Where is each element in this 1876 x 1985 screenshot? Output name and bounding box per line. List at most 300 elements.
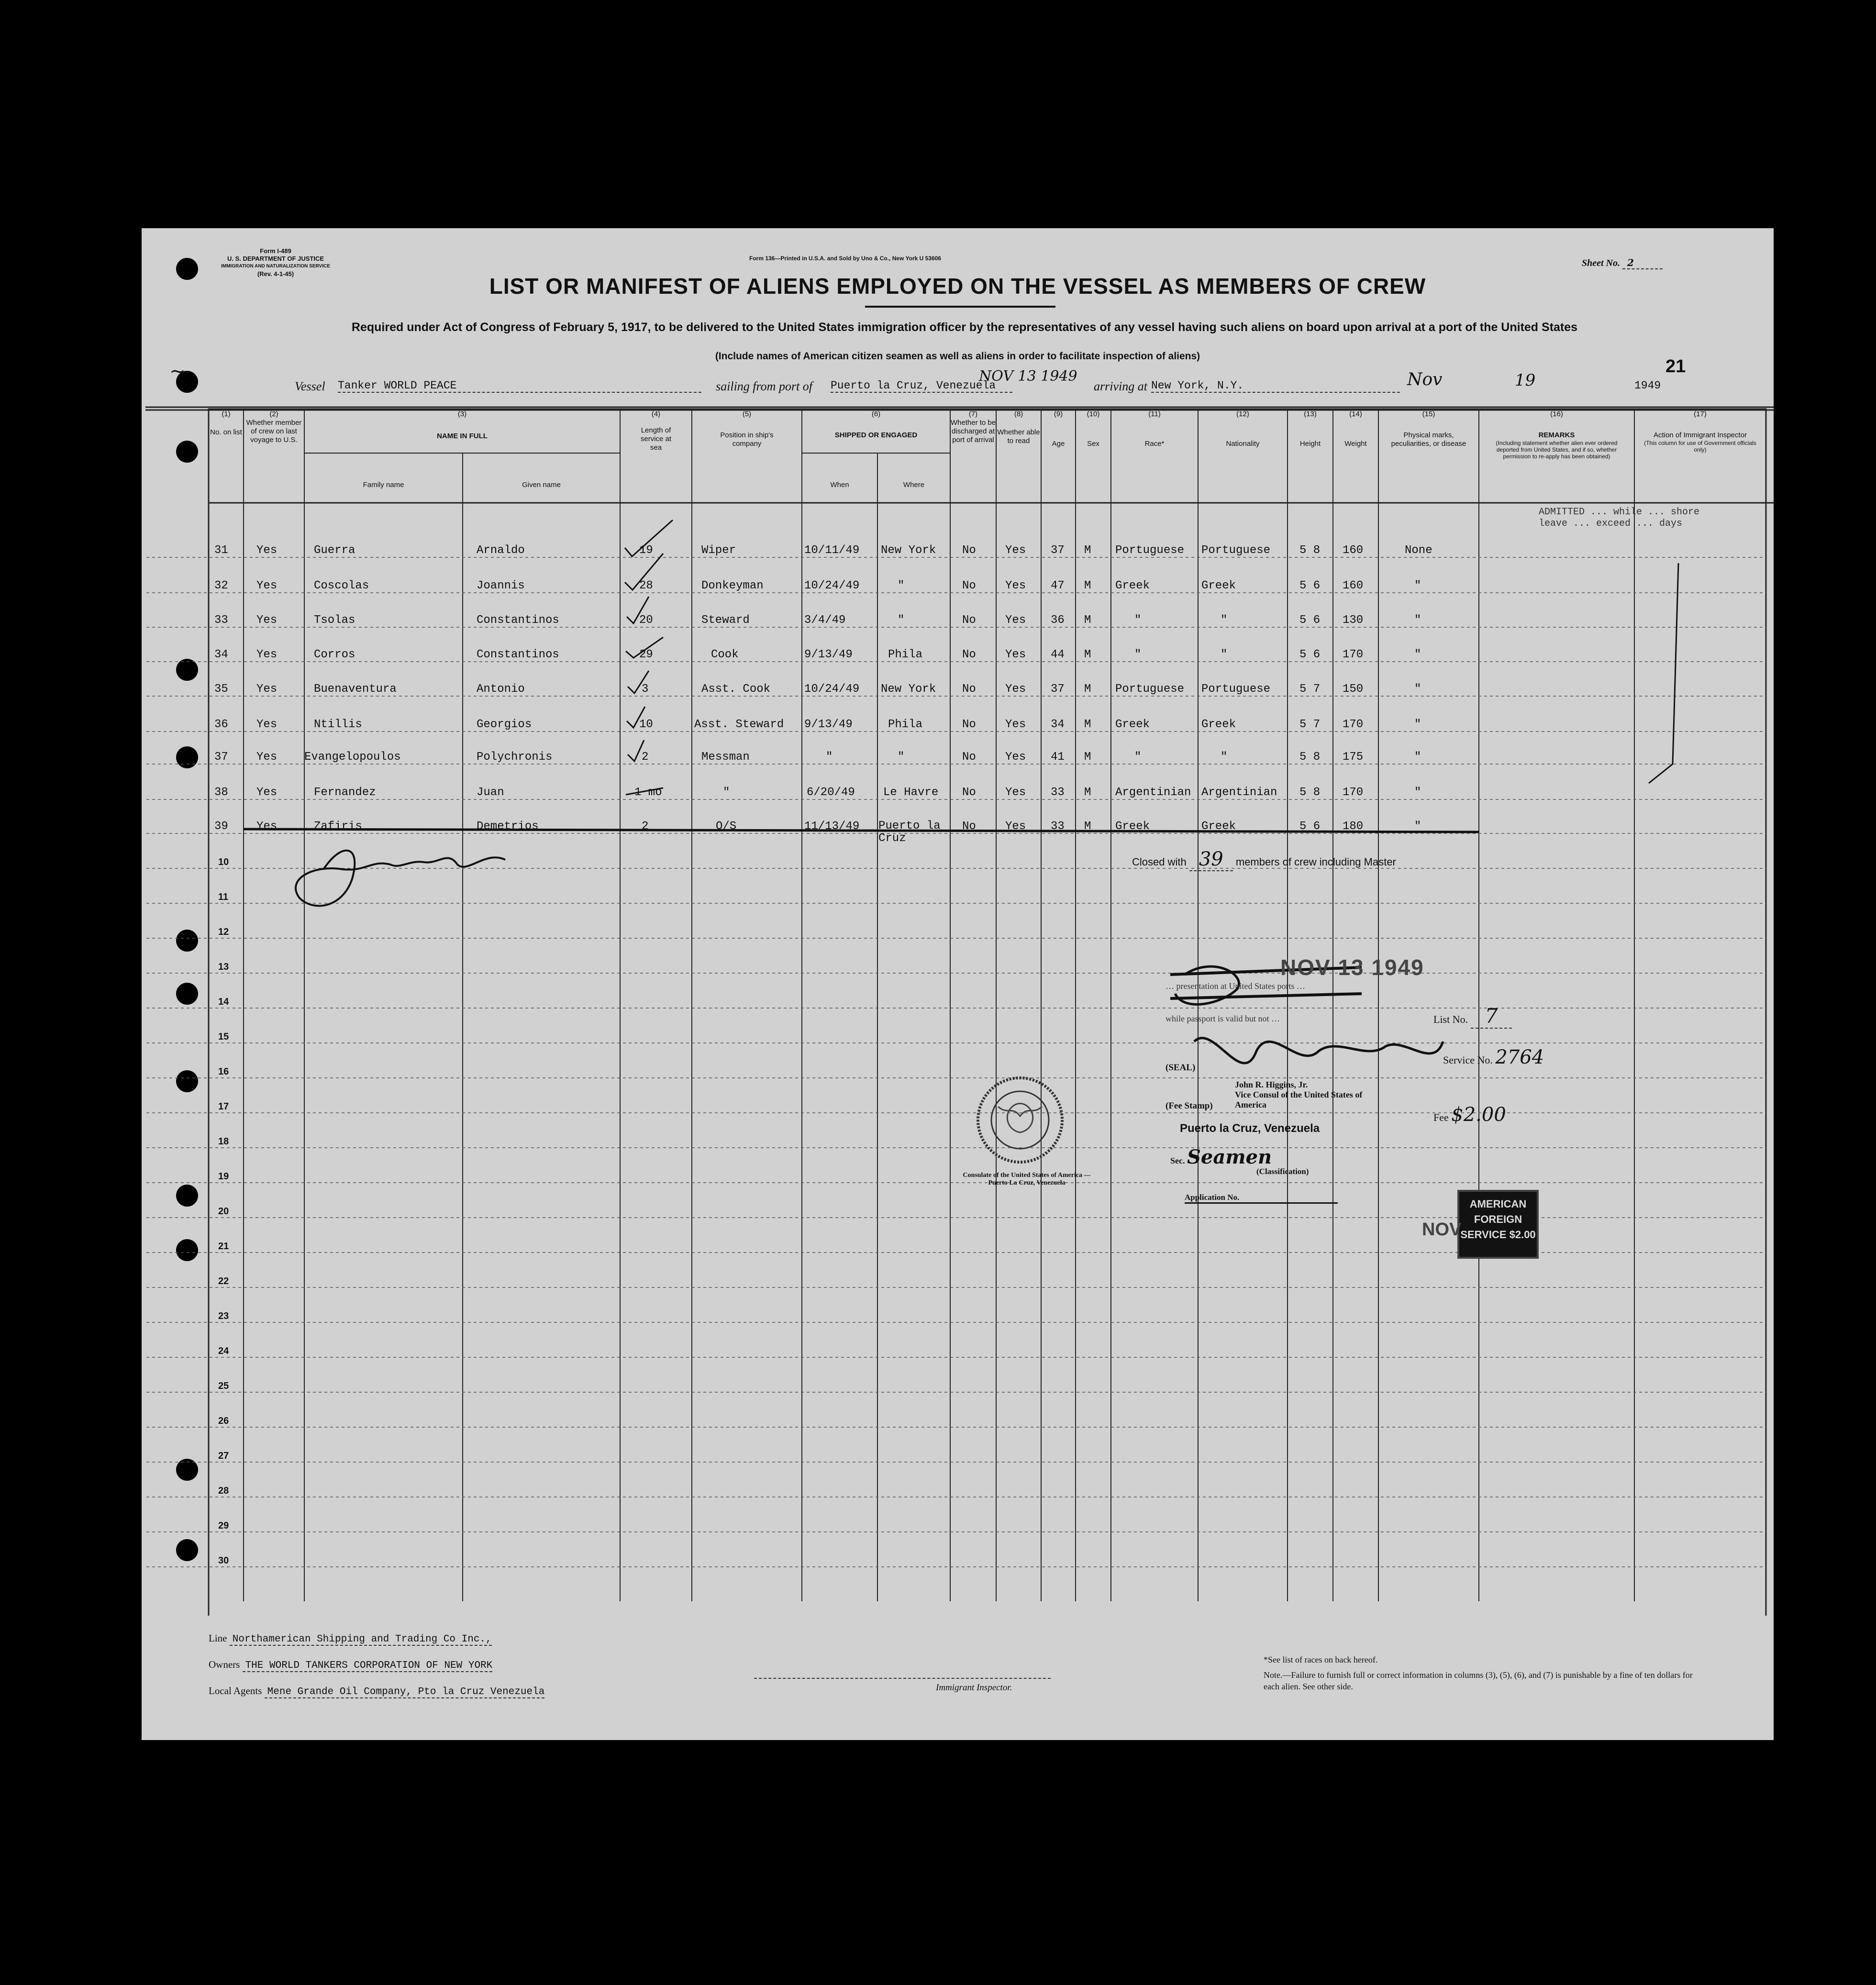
- cell-crew: Yes: [256, 820, 278, 833]
- cell-marks: ": [1414, 614, 1421, 627]
- col-6-head: [802, 410, 950, 440]
- cell-marks: ": [1414, 718, 1421, 731]
- arrival-year: 1949: [1634, 379, 1661, 392]
- cell-family: Corros: [314, 648, 355, 661]
- col-11-head: [1111, 410, 1198, 448]
- cell-family: Guerra: [314, 544, 355, 557]
- col-16-head: [1479, 410, 1634, 460]
- col-17-num: (17): [1694, 410, 1707, 418]
- cell-discharged: No: [962, 579, 976, 592]
- sec-label: Sec.: [1170, 1156, 1185, 1165]
- classification-label: (Classification): [1256, 1167, 1309, 1176]
- line-label: Line: [209, 1632, 227, 1644]
- cell-nationality: ": [1221, 648, 1228, 661]
- cell-position: Cook: [711, 648, 739, 661]
- cell-age: 34: [1051, 718, 1065, 731]
- cell-position: Messman: [701, 751, 750, 764]
- cell-discharged: No: [962, 544, 976, 557]
- cell-crew: Yes: [256, 683, 278, 696]
- page-title: LIST OR MANIFEST OF ALIENS EMPLOYED ON THE VESSEL AS MEMBERS OF CREW: [489, 274, 1426, 299]
- cell-where: ": [898, 614, 905, 627]
- cell-weight: 180: [1343, 820, 1364, 833]
- department: U. S. DEPARTMENT OF JUSTICE: [227, 255, 324, 262]
- row-number: 22: [218, 1276, 229, 1286]
- cell-age: 47: [1051, 579, 1065, 592]
- cell-given: Polychronis: [477, 751, 553, 764]
- seal-text: Consulate of the United States of America — Puerto La Cruz, Venezuela: [963, 1172, 1091, 1187]
- fee-label: Fee: [1433, 1111, 1449, 1123]
- arriving-label: arriving at: [1094, 379, 1147, 393]
- requirement-text: Required under Act of Congress of February 5, 1917, to be delivered to the United States immigration officer by the representatives of any vessel having such aliens on board upon arrival at a port of the United States: [351, 321, 1578, 334]
- cell-given: Georgios: [477, 718, 532, 731]
- cell-when: 11/13/49: [804, 820, 860, 833]
- cell-where: New York: [881, 544, 936, 557]
- agents-label: Local Agents: [209, 1685, 262, 1697]
- cell-weight: 175: [1343, 751, 1364, 764]
- cell-no: 33: [214, 614, 228, 627]
- cell-height: 5 8: [1299, 751, 1321, 764]
- col-5-label: Position in ship's company: [720, 431, 774, 448]
- cell-discharged: No: [962, 820, 976, 833]
- row-number: 26: [218, 1416, 229, 1426]
- cell-nationality: Portuguese: [1201, 683, 1271, 696]
- manifest-sheet: [142, 228, 1774, 1740]
- include-note: (Include names of American citizen seamen as well as aliens in order to facilitate inspection of aliens): [715, 351, 1200, 362]
- cell-service: 20: [639, 614, 653, 627]
- closing-label-after: members of crew including Master: [1235, 856, 1396, 868]
- col-7-label: Whether to be discharged at port of arrival: [950, 419, 996, 444]
- cell-where: Le Havre: [883, 786, 939, 799]
- col-1-num: (1): [222, 410, 231, 418]
- cell-height: 5 6: [1299, 820, 1321, 833]
- col-10-num: (10): [1087, 410, 1100, 418]
- col-17-label: Action of Immigrant Inspector: [1653, 431, 1747, 439]
- cell-sex: M: [1084, 820, 1091, 833]
- cell-weight: 170: [1343, 718, 1364, 731]
- cell-no: 34: [214, 648, 228, 661]
- form-revision: (Rev. 4-1-45): [257, 270, 294, 277]
- cell-weight: 160: [1343, 579, 1364, 592]
- cell-age: 33: [1051, 786, 1065, 799]
- cell-given: Arnaldo: [477, 544, 525, 557]
- cell-crew: Yes: [256, 751, 278, 764]
- agents-value: Mene Grande Oil Company, Pto la Cruz Venezuela: [265, 1686, 545, 1698]
- cell-no: 39: [214, 820, 228, 833]
- handwritten-margin-note: ~: [169, 360, 186, 382]
- col-11-label: Race*: [1144, 440, 1165, 448]
- cell-nationality: Greek: [1201, 718, 1236, 731]
- cell-service: 28: [639, 579, 653, 592]
- cell-read: Yes: [1005, 614, 1026, 627]
- cell-height: 5 6: [1299, 648, 1321, 661]
- row-number: 12: [218, 927, 229, 937]
- col-9-label: Age: [1052, 440, 1065, 448]
- arrival-month: Nov: [1407, 370, 1443, 389]
- col-16-detail: (Including statement whether alien ever ordered deported from United States, and if so, whether permission to re-apply has been obtained): [1496, 440, 1618, 460]
- cell-race: Greek: [1115, 579, 1150, 592]
- cell-service: 29: [639, 648, 653, 661]
- inspector-signature-line: [754, 1678, 1051, 1679]
- cell-nationality: Portuguese: [1201, 544, 1271, 557]
- row-number: 30: [218, 1555, 229, 1566]
- cell-height: 5 8: [1299, 786, 1321, 799]
- application-no: Application No.: [1185, 1193, 1338, 1204]
- cell-when: 10/24/49: [804, 683, 860, 696]
- col-16-label: REMARKS: [1538, 431, 1575, 439]
- owners-value: THE WORLD TANKERS CORPORATION OF NEW YORK: [243, 1660, 493, 1672]
- cell-when: ": [826, 751, 833, 764]
- service-name: IMMIGRATION AND NATURALIZATION SERVICE: [221, 264, 330, 269]
- col-7-num: (7): [968, 410, 978, 418]
- row-number: 21: [218, 1241, 229, 1252]
- cell-no: 35: [214, 683, 228, 696]
- cell-sex: M: [1084, 683, 1091, 696]
- service-no-value: 2764: [1495, 1046, 1544, 1068]
- footer-line: [209, 1632, 926, 1645]
- col-4-num: (4): [651, 410, 661, 418]
- cell-family: Zafiris: [314, 820, 362, 833]
- cell-race: ": [1134, 614, 1142, 627]
- row-number: 18: [218, 1136, 229, 1147]
- cell-position: Donkeyman: [701, 579, 764, 592]
- races-note: *See list of races on back hereof.: [1264, 1655, 1378, 1664]
- list-no-field: [1433, 1004, 1512, 1028]
- cell-no: 37: [214, 751, 228, 764]
- row-number: 27: [218, 1451, 229, 1461]
- sheet-value: 2: [1622, 257, 1663, 269]
- col-14-label: Weight: [1344, 440, 1367, 448]
- col-4-head: [620, 410, 692, 452]
- cell-where: ": [898, 751, 905, 764]
- consular-place: Puerto la Cruz, Venezuela: [1180, 1122, 1320, 1135]
- cell-race: Greek: [1115, 820, 1150, 833]
- cell-crew: Yes: [256, 648, 278, 661]
- cell-position: Asst. Steward: [694, 718, 784, 731]
- cell-given: Constantinos: [477, 614, 559, 627]
- col-2-head: [244, 410, 304, 444]
- cell-position: Asst. Cook: [701, 683, 771, 696]
- cell-when: 10/11/49: [804, 544, 860, 557]
- line-value: Northamerican Shipping and Trading Co Inc.,: [230, 1634, 492, 1646]
- cell-no: 36: [214, 718, 228, 731]
- vessel-name: Tanker WORLD PEACE: [338, 379, 701, 393]
- consular-text-1: … presentation at United States ports …: [1166, 981, 1305, 991]
- closing-count: 39: [1189, 848, 1233, 871]
- cell-age: 41: [1051, 751, 1065, 764]
- cell-weight: 130: [1343, 614, 1364, 627]
- form-id: Form I-489: [260, 247, 291, 255]
- row-number: 25: [218, 1381, 229, 1391]
- col-9-num: (9): [1054, 410, 1063, 418]
- cell-race: Portuguese: [1115, 683, 1185, 696]
- cell-read: Yes: [1005, 683, 1026, 696]
- cell-when: 6/20/49: [807, 786, 855, 799]
- cell-when: 9/13/49: [804, 648, 853, 661]
- cell-where: Phila: [888, 718, 923, 731]
- cell-when: 3/4/49: [804, 614, 846, 627]
- cell-height: 5 7: [1299, 718, 1321, 731]
- cell-sex: M: [1084, 786, 1091, 799]
- col-17-detail: (This column for use of Government officials only): [1644, 440, 1756, 453]
- cell-sex: M: [1084, 751, 1091, 764]
- col-13-num: (13): [1304, 410, 1317, 418]
- cell-family: Evangelopoulos: [304, 751, 401, 764]
- cell-marks: ": [1414, 786, 1421, 799]
- col-5-num: (5): [742, 410, 752, 418]
- consular-text-2: while passport is valid but not …: [1166, 1014, 1280, 1023]
- col-12-head: [1198, 410, 1288, 448]
- col-15-label: Physical marks, peculiarities, or disease: [1391, 431, 1466, 448]
- port-from: Puerto la Cruz, Venezuela: [831, 379, 1012, 393]
- col-8-label: Whether able to read: [997, 428, 1040, 445]
- cell-marks: ": [1414, 820, 1421, 833]
- service-no-label: Service No.: [1443, 1054, 1493, 1066]
- col-6-label: SHIPPED OR ENGAGED: [834, 431, 918, 439]
- col-5-head: [692, 410, 802, 448]
- consular-date-stamp: NOV 13 1949: [1280, 955, 1424, 980]
- cell-marks: ": [1414, 648, 1421, 661]
- cell-nationality: ": [1221, 614, 1228, 627]
- cell-discharged: No: [962, 683, 976, 696]
- cell-height: 5 8: [1299, 544, 1321, 557]
- cell-discharged: No: [962, 614, 976, 627]
- owners-label: Owners: [209, 1659, 240, 1670]
- col-6-num: (6): [871, 410, 881, 418]
- cell-crew: Yes: [256, 786, 278, 799]
- cell-read: Yes: [1005, 648, 1026, 661]
- col-1-head: [209, 410, 244, 437]
- cell-discharged: No: [962, 751, 976, 764]
- cell-sex: M: [1084, 579, 1091, 592]
- cell-height: 5 6: [1299, 614, 1321, 627]
- cell-discharged: No: [962, 648, 976, 661]
- cell-crew: Yes: [256, 579, 278, 592]
- cell-read: Yes: [1005, 751, 1026, 764]
- cell-nationality: Argentinian: [1201, 786, 1277, 799]
- fee-stamp-icon: AMERICAN FOREIGN SERVICE $2.00: [1457, 1190, 1539, 1259]
- row-number: 16: [218, 1066, 229, 1077]
- cell-given: Demetrios: [477, 820, 539, 833]
- col-15-num: (15): [1422, 410, 1435, 418]
- row-number: 15: [218, 1031, 229, 1042]
- cell-race: Greek: [1115, 718, 1150, 731]
- admitted-stamp: ADMITTED ... while ... shore leave ... exceed ... days: [1539, 507, 1700, 529]
- col-4-label: Length of service at sea: [640, 426, 672, 452]
- col-6-where-head: Where: [903, 481, 925, 489]
- row-number: 19: [218, 1171, 229, 1182]
- fee-stamp-label: (Fee Stamp): [1166, 1101, 1213, 1111]
- footer-owners: [209, 1659, 926, 1671]
- officer-block: [1235, 1080, 1364, 1110]
- cell-age: 37: [1051, 683, 1065, 696]
- page-number: 21: [1665, 356, 1686, 377]
- cell-read: Yes: [1005, 544, 1026, 557]
- row-number: 11: [218, 892, 229, 902]
- fee-value: $2.00: [1451, 1104, 1506, 1126]
- cell-discharged: No: [962, 786, 976, 799]
- closing-label: Closed with: [1132, 856, 1187, 868]
- col-17-head: [1634, 410, 1766, 453]
- col-8-num: (8): [1014, 410, 1023, 418]
- cell-given: Constantinos: [477, 648, 559, 661]
- cell-marks: ": [1414, 579, 1421, 592]
- col-13-label: Height: [1299, 440, 1321, 448]
- col-7-head: [950, 410, 996, 444]
- cell-service: 1 mo: [634, 786, 662, 799]
- col-6-when-head: When: [830, 481, 849, 489]
- fee-field: [1433, 1104, 1506, 1126]
- master-signature: [296, 851, 505, 906]
- col-15-head: [1378, 410, 1479, 448]
- cell-where: Puerto la Cruz: [878, 820, 941, 845]
- cell-position: O/S: [716, 820, 737, 833]
- cell-race: ": [1134, 648, 1142, 661]
- list-no-label: List No.: [1433, 1013, 1468, 1025]
- row-39-strikeout: [244, 829, 1479, 832]
- col-13-head: [1288, 410, 1333, 448]
- cell-race: ": [1134, 751, 1142, 764]
- cell-when: 10/24/49: [804, 579, 860, 592]
- cell-sex: M: [1084, 614, 1091, 627]
- cell-nationality: ": [1221, 751, 1228, 764]
- col-9-head: [1041, 410, 1076, 448]
- penalty-note: Note.—Failure to furnish full or correct information in columns (3), (5), (6), and (7) is punishable by a fine of ten dollars for each alien. See other side.: [1264, 1670, 1693, 1691]
- col-3-family-head: Family name: [363, 481, 404, 489]
- cell-service: 2: [642, 751, 649, 764]
- col-2-num: (2): [269, 410, 278, 418]
- cell-marks: ": [1414, 751, 1421, 764]
- cell-service: 19: [639, 544, 653, 557]
- cell-sex: M: [1084, 718, 1091, 731]
- cell-sex: M: [1084, 648, 1091, 661]
- cell-family: Ntillis: [314, 718, 362, 731]
- col-14-head: [1333, 410, 1378, 448]
- cell-position: Steward: [701, 614, 750, 627]
- cell-where: New York: [881, 683, 936, 696]
- sailing-label: sailing from port of: [716, 379, 813, 393]
- inspector-mark: [1649, 563, 1678, 783]
- row-number: 10: [218, 857, 229, 867]
- cell-marks: None: [1405, 544, 1432, 557]
- cell-crew: Yes: [256, 544, 278, 557]
- seal-label: (SEAL): [1166, 1063, 1196, 1073]
- row-number: 24: [218, 1346, 229, 1356]
- row-number: 14: [218, 997, 229, 1007]
- col-10-head: [1076, 410, 1111, 448]
- cell-weight: 150: [1343, 683, 1364, 696]
- col-3-head: [304, 410, 620, 441]
- cell-age: 37: [1051, 544, 1065, 557]
- col-10-label: Sex: [1087, 440, 1099, 448]
- col-3-num: (3): [457, 410, 467, 418]
- sailing-date-handwritten: NOV 13 1949: [979, 368, 1077, 385]
- sec-field: [1170, 1146, 1272, 1168]
- sheet-label: Sheet No.: [1582, 258, 1620, 268]
- col-11-num: (11): [1148, 410, 1161, 418]
- cell-family: Coscolas: [314, 579, 369, 592]
- cell-family: Tsolas: [314, 614, 355, 627]
- cell-crew: Yes: [256, 718, 278, 731]
- row-number: 17: [218, 1101, 229, 1112]
- sec-value: Seamen: [1187, 1146, 1272, 1168]
- cell-nationality: Greek: [1201, 820, 1236, 833]
- cell-read: Yes: [1005, 718, 1026, 731]
- cell-read: Yes: [1005, 786, 1026, 799]
- printer-line: Form 136—Printed in U.S.A. and Sold by Uno & Co., New York U 53606: [749, 255, 941, 262]
- row-number: 13: [218, 962, 229, 972]
- col-12-label: Nationality: [1226, 440, 1260, 448]
- cell-family: Buenaventura: [314, 683, 397, 696]
- col-1-label: No. on list: [210, 428, 242, 436]
- row-number: 20: [218, 1206, 229, 1217]
- cell-read: Yes: [1005, 820, 1026, 833]
- cell-given: Antonio: [477, 683, 525, 696]
- service-no-field: [1443, 1046, 1544, 1068]
- col-14-num: (14): [1349, 410, 1362, 418]
- cell-crew: Yes: [256, 614, 278, 627]
- cell-age: 33: [1051, 820, 1065, 833]
- consul-signature: [1194, 1038, 1443, 1064]
- cell-age: 36: [1051, 614, 1065, 627]
- cell-no: 32: [214, 579, 228, 592]
- side-date-stamp: NOV: [1422, 1220, 1462, 1240]
- cell-weight: 160: [1343, 544, 1364, 557]
- cell-no: 31: [214, 544, 228, 557]
- cell-weight: 170: [1343, 786, 1364, 799]
- arrival-day: 19: [1515, 371, 1536, 390]
- cell-service: 3: [642, 683, 649, 696]
- cell-given: Juan: [477, 786, 504, 799]
- cell-race: Portuguese: [1115, 544, 1185, 557]
- cell-when: 9/13/49: [804, 718, 853, 731]
- cell-service: 2: [642, 820, 649, 833]
- cell-family: Fernandez: [314, 786, 376, 799]
- cell-height: 5 6: [1299, 579, 1321, 592]
- cell-position: ": [723, 786, 730, 799]
- consulate-seal-icon: [965, 1072, 1087, 1168]
- row-number: 23: [218, 1311, 229, 1321]
- cell-where: ": [898, 579, 905, 592]
- cell-where: Phila: [888, 648, 923, 661]
- col-3-given-head: Given name: [522, 481, 561, 489]
- cell-given: Joannis: [477, 579, 525, 592]
- cell-position: Wiper: [701, 544, 736, 557]
- cell-service: 10: [639, 718, 653, 731]
- cell-height: 5 7: [1299, 683, 1321, 696]
- cell-weight: 170: [1343, 648, 1364, 661]
- inspector-label: Immigrant Inspector.: [936, 1683, 1012, 1693]
- row-number: 29: [218, 1520, 229, 1531]
- cell-discharged: No: [962, 718, 976, 731]
- col-8-head: [996, 410, 1041, 445]
- cell-age: 44: [1051, 648, 1065, 661]
- col-2-label: Whether member of crew on last voyage to U.S.: [246, 419, 302, 444]
- list-no-value: 7: [1471, 1004, 1512, 1029]
- cell-read: Yes: [1005, 579, 1026, 592]
- cell-race: Argentinian: [1115, 786, 1191, 799]
- cell-sex: M: [1084, 544, 1091, 557]
- cell-nationality: Greek: [1201, 579, 1236, 592]
- footer-agents: [209, 1685, 926, 1697]
- officer-name: John R. Higgins, Jr.: [1235, 1080, 1308, 1089]
- cell-marks: ": [1414, 683, 1421, 696]
- vessel-label: Vessel: [295, 379, 325, 393]
- port-to: New York, N.Y.: [1151, 379, 1400, 393]
- col-3-label: NAME IN FULL: [437, 432, 488, 440]
- cell-no: 38: [214, 786, 228, 799]
- col-12-num: (12): [1236, 410, 1249, 418]
- closing-line: [1132, 848, 1396, 870]
